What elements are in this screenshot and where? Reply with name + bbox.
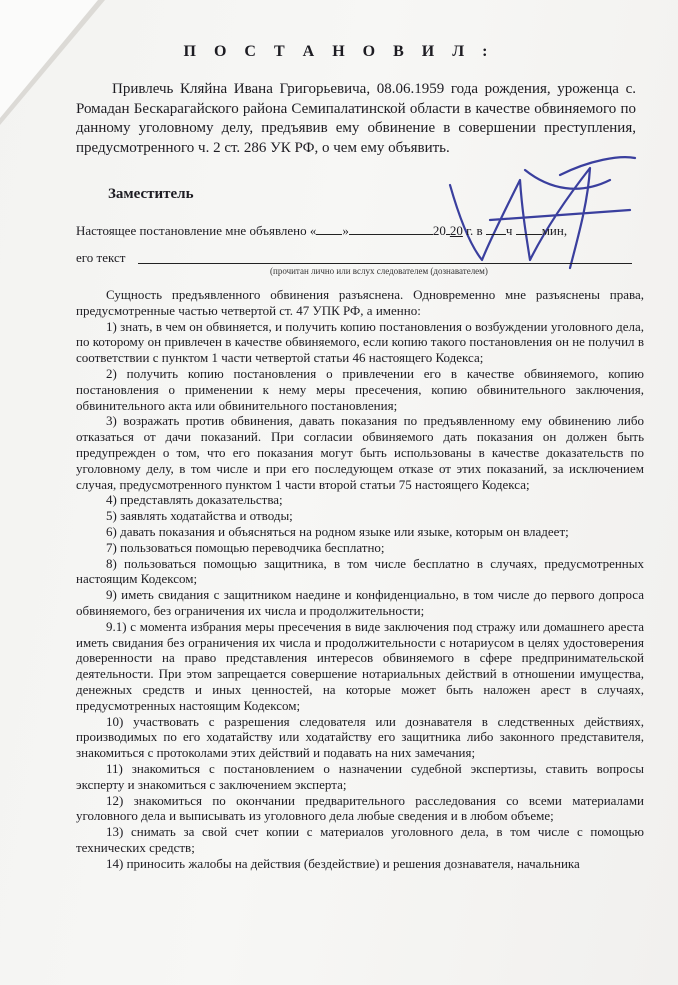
- month-blank[interactable]: [349, 222, 433, 235]
- rights-paragraph: 5) заявлять ходатайства и отводы;: [106, 508, 293, 524]
- hour-blank[interactable]: [486, 222, 506, 235]
- rights-paragraph: 9.1) с момента избрания меры пресечения в виде заключения под стражу или домашнего ареста иметь свидания без ограничения их числа и продолжительности с нотариусом в целях удостоверения доверенности на право представления интересов обвиняемого в сфере предпринимательской деятельности. При этом запрещается совершение нотариальных действий в отношении имущества, денежных средств и иных ценностей, на которые может быть наложен арест в случаях, предусмотренных настоящим Кодексом;: [76, 618, 644, 713]
- rights-paragraph: 7) пользоваться помощью переводчика бесплатно;: [106, 539, 385, 555]
- year-label: г. в: [466, 223, 483, 238]
- minute-label: мин,: [541, 223, 568, 238]
- announcement-line: [76, 222, 636, 239]
- deputy-label: Заместитель: [108, 186, 194, 202]
- rights-paragraph: 4) представлять доказательства;: [106, 492, 283, 508]
- rights-paragraph: 3) возражать против обвинения, давать показания по предъявленному ему обвинению либо отказаться от дачи показаний. При согласии обвиняемого дать показания он должен быть предупрежден о том, что его показания могут быть использованы в качестве доказательств по уголовному делу, в том числе и при его последующем отказе от этих показаний, за исключением случая, предусмотренного пунктом 1 части второй статьи 75 настоящего Кодекса;: [76, 413, 644, 492]
- rights-paragraph: 1) знать, в чем он обвиняется, и получить копию постановления о возбуждении уголовного дела, по которому он привлечен в качестве обвиняемого, если копию такого постановления он не получил в соответствии с пунктом 1 части четвертой статьи 46 настоящего Кодекса;: [76, 318, 644, 366]
- rights-paragraph: 14) приносить жалобы на действия (бездействие) и решения дознавателя, начальника: [106, 855, 580, 871]
- text-read-line: [76, 250, 636, 266]
- day-blank[interactable]: [316, 222, 342, 235]
- rights-text: [76, 287, 644, 871]
- announcement-lead: Настоящее постановление мне объявлено «: [76, 223, 317, 238]
- rights-paragraph: 10) участвовать с разрешения следователя или дознавателя в следственных действиях, производимых по его ходатайству или ходатайству его защитника либо законного представителя, знакомиться с протоколами этих действий и подавать на них замечания;: [76, 713, 644, 761]
- year-prefix: 20: [432, 223, 446, 238]
- text-read-blank[interactable]: [138, 263, 632, 264]
- minute-blank[interactable]: [516, 222, 542, 235]
- quote-close: »: [342, 223, 349, 238]
- document-title: П О С Т А Н О В И Л :: [183, 43, 495, 60]
- hour-label: ч: [505, 223, 513, 238]
- rights-paragraph: 9) иметь свидания с защитником наедине и конфиденциально, в том числе до первого допроса обвиняемого, без ограничения их числа и продолжительности;: [76, 587, 644, 618]
- rights-paragraph: 13) снимать за свой счет копии с материалов уголовного дела, в том числе с помощью технических средств;: [76, 824, 644, 855]
- text-label: его текст: [76, 250, 126, 265]
- text-read-hint: (прочитан лично или вслух следователем (дознавателем): [270, 266, 488, 276]
- rights-paragraph: 2) получить копию постановления о привлечении его в качестве обвиняемого, копию постановления о применении к нему меры пресечения, копию обвинительного заключения, обвинительного акта или обвинительного постановления;: [76, 365, 644, 413]
- resolution-paragraph: Привлечь Кляйна Ивана Григорьевича, 08.06.1959 года рождения, уроженца с. Ромадан Бескарагайского района Семипалатинской области в качестве обвиняемого по данному уголовному делу, предъявив ему обвинение в совершении преступления, предусмотренного ч. 2 ст. 286 УК РФ, о чем ему объявить.: [76, 81, 636, 156]
- rights-paragraph: 8) пользоваться помощью защитника, в том числе бесплатно в случаях, предусмотренных настоящим Кодексом;: [76, 555, 644, 587]
- resolution-text: [76, 80, 636, 158]
- rights-paragraph: 12) знакомиться по окончании предварительного расследования со всеми материалами уголовного дела и выписывать из уголовного дела любые сведения и в любом объеме;: [76, 792, 644, 824]
- rights-paragraph: 6) давать показания и объясняться на родном языке или языке, которым он владеет;: [106, 523, 569, 539]
- rights-paragraph: Сущность предъявленного обвинения разъяснена. Одновременно мне разъяснены права, предусмотренные частью четвертой ст. 47 УПК РФ, а именно:: [76, 287, 644, 318]
- year-suffix: 20: [449, 223, 463, 238]
- rights-paragraph: 11) знакомиться с постановлением о назначении судебной экспертизы, ставить вопросы эксперту и знакомиться с заключением эксперта;: [76, 760, 644, 792]
